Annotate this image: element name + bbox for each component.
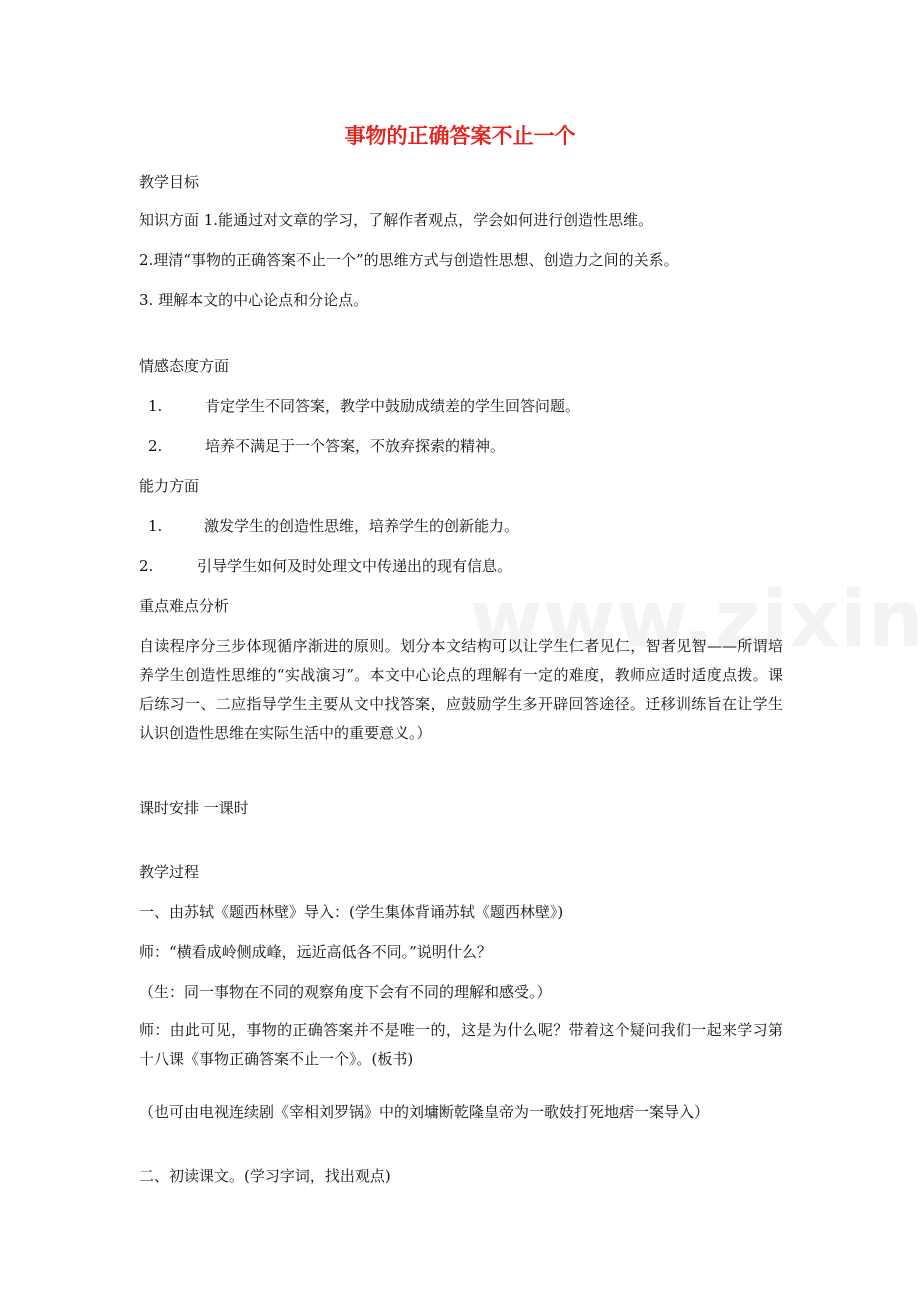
student-answer-1: （生：同一事物在不同的观察角度下会有不同的理解和感受。） [139,983,552,1001]
document-title: 事物的正确答案不止一个 [344,124,576,148]
ability-item [139,556,512,576]
alternative-intro: （也可由电视连续剧《宰相刘罗锅》中的刘墉断乾隆皇帝为一歌妓打死地痞一案导入） [139,1103,710,1121]
knowledge-line-2: 2.理清“事物的正确答案不止一个”的思维方式与创造性思想、创造力之间的关系。 [139,251,679,269]
item-number: 1. [148,517,163,535]
item-text: 培养不满足于一个答案，不放弃探索的精神。 [205,437,506,455]
process-step-2: 二、初读课文。(学习字词，找出观点) [139,1167,391,1185]
emotion-item [148,436,505,456]
process-heading: 教学过程 [139,863,200,881]
knowledge-line-1: 知识方面 1.能通过对文章的学习，了解作者观点，学会如何进行创造性思维。 [139,211,654,229]
keypoints-heading: 重点难点分析 [139,597,230,615]
schedule-line: 课时安排 一课时 [139,799,249,817]
emotion-heading: 情感态度方面 [139,357,230,375]
item-number: 1. [148,397,163,415]
item-text: 肯定学生不同答案，教学中鼓励成绩差的学生回答问题。 [205,397,581,415]
item-text: 激发学生的创造性思维，培养学生的创新能力。 [204,517,520,535]
process-step-1: 一、由苏轼《题西林壁》导入：(学生集体背诵苏轼《题西林壁》) [139,903,564,921]
item-number: 2. [139,557,154,575]
keypoints-paragraph: 自读程序分三步体现循序渐进的原则。划分本文结构可以让学生仁者见仁，智者见智——所谓培养学生创造性思维的“实战演习”。本文中心论点的理解有一定的难度，教师应适时适度点拨。课后练习一、二应指导学生主要从文中找答案，应鼓励学生多开辟回答途径。迁移训练旨在让学生认识创造性思维在实际生活中的重要意义。） [139,637,783,742]
teacher-question-2: 师：由此可见，事物的正确答案并不是唯一的，这是为什么呢？带着这个疑问我们一起来学习第十八课《事物正确答案不止一个》。(板书) [139,1021,783,1068]
ability-heading: 能力方面 [139,477,200,495]
emotion-item [148,396,580,416]
item-number: 2. [148,437,163,455]
item-text: 引导学生如何及时处理文中传递出的现有信息。 [197,557,513,575]
teacher-question-1: 师：“横看成岭侧成峰，远近高低各不同。”说明什么？ [139,943,492,961]
objectives-heading: 教学目标 [139,173,200,191]
knowledge-line-3: 3. 理解本文的中心论点和分论点。 [139,291,369,309]
ability-item [148,516,519,536]
